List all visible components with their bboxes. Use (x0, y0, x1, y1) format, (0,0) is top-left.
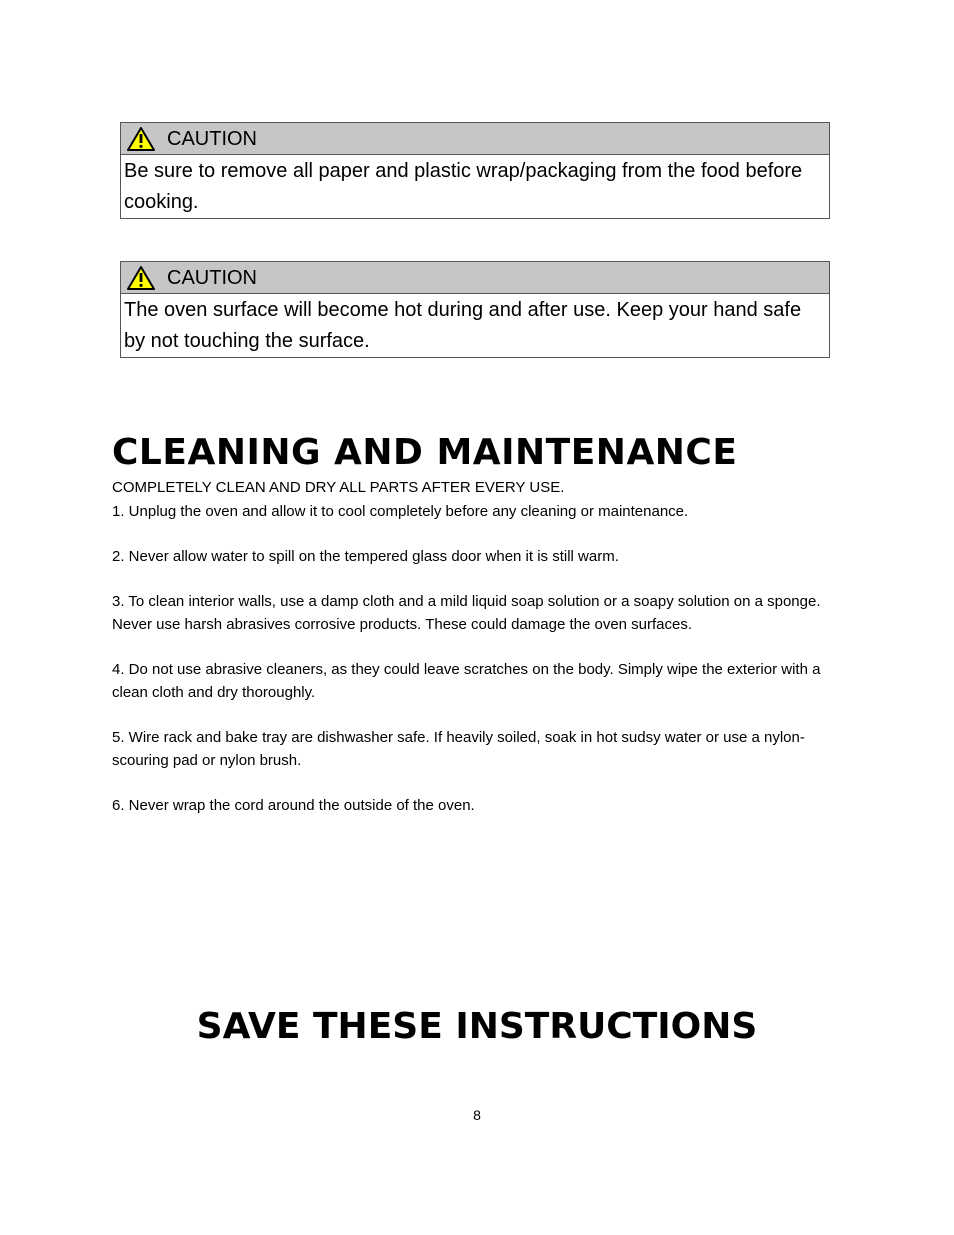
caution-text: Be sure to remove all paper and plastic wrap/packaging from the food before cooking. (124, 160, 803, 213)
caution-box-packaging (120, 122, 830, 219)
caution-label: CAUTION (167, 266, 257, 289)
list-item: 1. Unplug the oven and allow it to cool completely before any cleaning or maintenance. (112, 503, 689, 520)
save-instructions-title: SAVE THESE INSTRUCTIONS (196, 1006, 758, 1047)
caution-label: CAUTION (167, 127, 257, 150)
list-item: 5. Wire rack and bake tray are dishwasher safe. If heavily soiled, soak in hot sudsy water or use a nylon-scouring pad or nylon brush. (112, 729, 805, 769)
list-item: 6. Never wrap the cord around the outside of the oven. (112, 797, 475, 814)
list-item: 2. Never allow water to spill on the tempered glass door when it is still warm. (112, 548, 619, 565)
caution-header (121, 123, 829, 155)
section-intro: COMPLETELY CLEAN AND DRY ALL PARTS AFTER EVERY USE. (112, 479, 565, 496)
warning-triangle-icon (127, 126, 155, 152)
page-number: 8 (473, 1107, 481, 1123)
list-item: 4. Do not use abrasive cleaners, as they could leave scratches on the body. Simply wipe the exterior with a clean cloth and dry thoroughly. (112, 661, 821, 701)
cleaning-steps-list (112, 500, 837, 839)
list-item: 3. To clean interior walls, use a damp cloth and a mild liquid soap solution or a soapy solution on a sponge. Never use harsh abrasives corrosive products. These could damage the oven surfaces. (112, 593, 821, 633)
caution-header (121, 262, 829, 294)
caution-text: The oven surface will become hot during and after use. Keep your hand safe by not touching the surface. (124, 299, 802, 352)
section-title: CLEANING AND MAINTENANCE (112, 432, 738, 473)
caution-box-hot-surface (120, 261, 830, 358)
warning-triangle-icon (127, 265, 155, 291)
